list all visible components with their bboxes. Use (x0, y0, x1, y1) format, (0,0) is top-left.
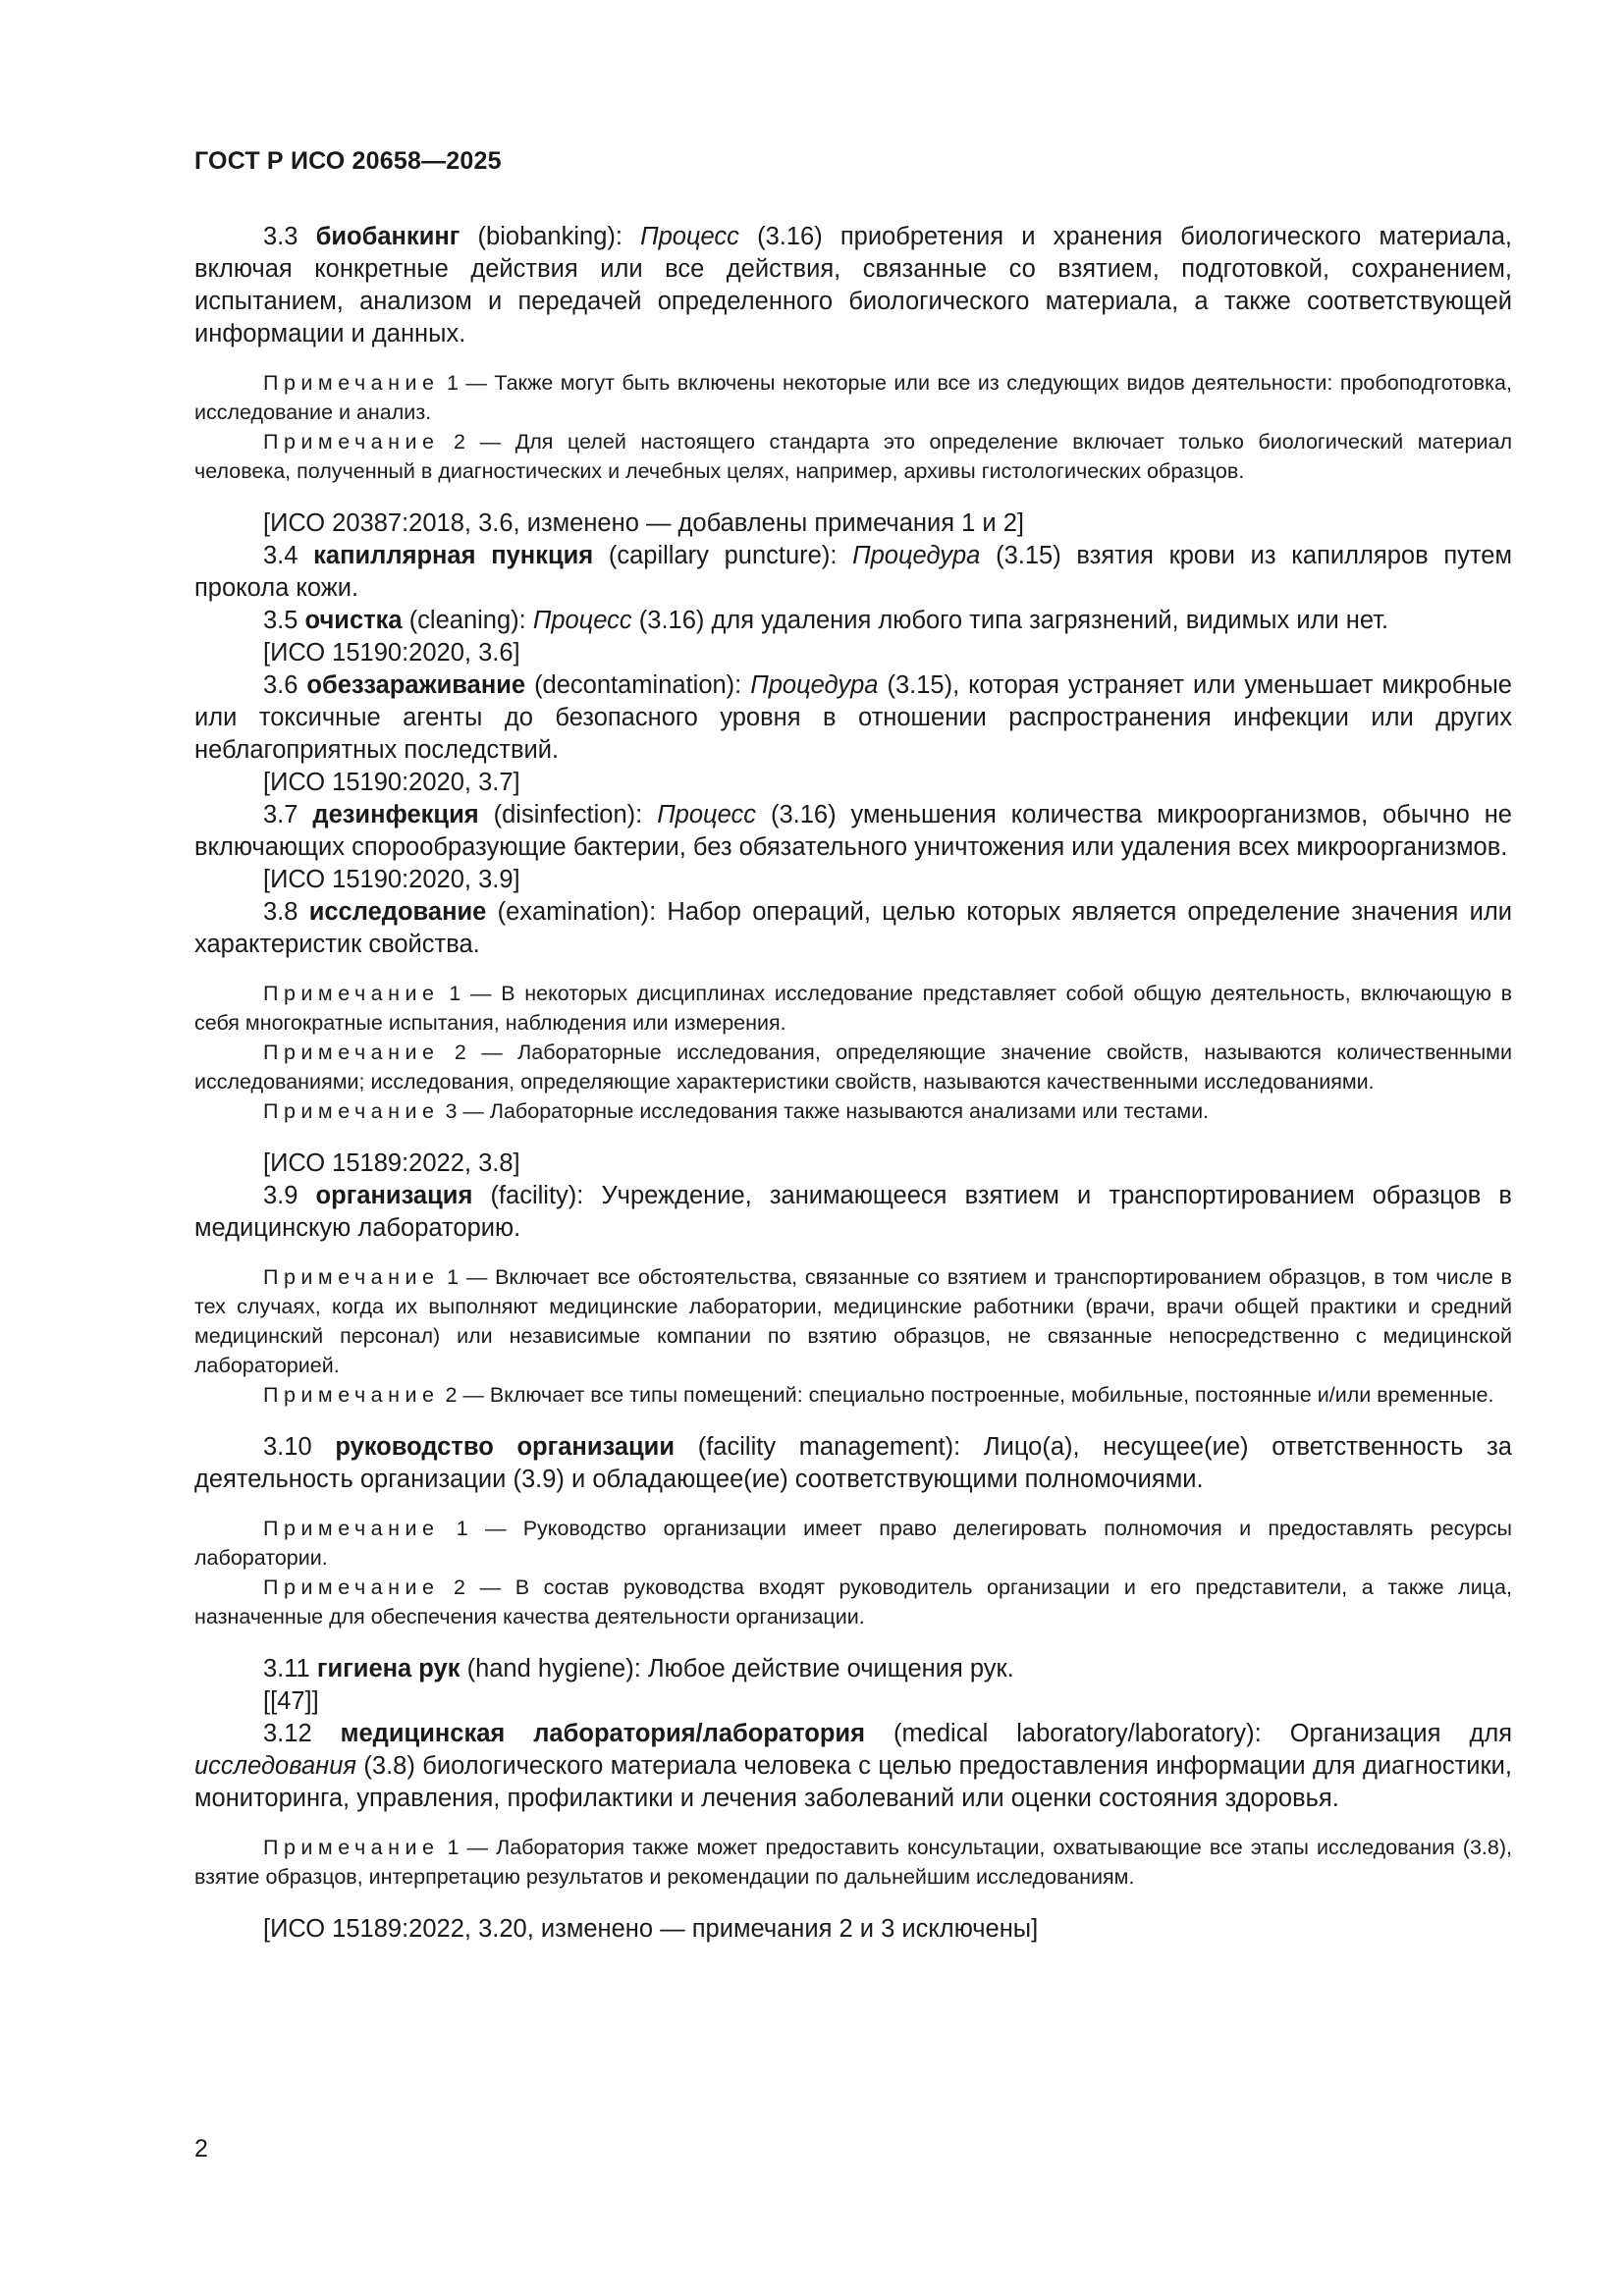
term-title: биобанкинг (315, 223, 460, 250)
term-title: дезинфекция (312, 801, 479, 828)
source-reference: [ИСО 15190:2020, 3.7] (263, 769, 520, 796)
term-3-9: 3.9 организация (facility): Учреждение, занимающееся взятием и транспортированием образцов в медицинскую лабораторию. (194, 1182, 1512, 1242)
term-title: руководство организации (335, 1433, 676, 1461)
page-content (194, 221, 1512, 1946)
note: Примечание 3 — Лабораторные исследования также называются анализами или тестами. (263, 1099, 1210, 1123)
note: Примечание 2 — Включает все типы помещений: специально построенные, мобильные, постоянные и/или временные. (263, 1383, 1494, 1407)
term-3-8: 3.8 исследование (examination): Набор операций, целью которых является определение значения или характеристик свойства. (194, 898, 1512, 958)
note: Примечание 1 — Также могут быть включены некоторые или все из следующих видов деятельности: пробоподготовка, исследование и анализ. (194, 371, 1512, 424)
term-title: организация (315, 1182, 473, 1209)
source-reference: [[47]] (263, 1687, 319, 1715)
term-3-11: 3.11 гигиена рук (hand hygiene): Любое действие очищения рук. (263, 1655, 1014, 1682)
document-header: ГОСТ Р ИСО 20658—2025 (194, 147, 502, 175)
note: Примечание 2 — В состав руководства входят руководитель организации и его представители, а также лица, назначенные для обеспечения качества деятельности организации. (194, 1575, 1512, 1629)
source-reference: [ИСО 15190:2020, 3.6] (263, 639, 520, 667)
term-3-3: 3.3 биобанкинг (biobanking): Процесс (3.16) приобретения и хранения биологического материала, включая конкретные действия или все действия, связанные со взятием, подготовкой, сохранением, испытанием, анализом и передачей определенного биологического материала, а также соответствующей информации и данных. (194, 223, 1512, 347)
term-3-6: 3.6 обеззараживание (decontamination): Процедура (3.15), которая устраняет или уменьшает микробные или токсичные агенты до безопасного уровня в отношении распространения инфекции или других неблагоприятных последствий. (194, 671, 1512, 764)
note: Примечание 1 — Руководство организации имеет право делегировать полномочия и предоставлять ресурсы лаборатории. (194, 1517, 1512, 1570)
source-reference: [ИСО 15189:2022, 3.20, изменено — примечания 2 и 3 исключены] (263, 1915, 1039, 1943)
term-3-10: 3.10 руководство организации (facility management): Лицо(а), несущее(ие) ответственность за деятельность организации (3.9) и обладающее(ие) соответствующими полномочиями. (194, 1433, 1512, 1493)
note: Примечание 2 — Для целей настоящего стандарта это определение включает только биологический материал человека, полученный в диагностических и лечебных целях, например, архивы гистологических образцов. (194, 430, 1512, 483)
term-3-7: 3.7 дезинфекция (disinfection): Процесс (3.16) уменьшения количества микроорганизмов, обычно не включающих спорообразующие бактерии, без обязательного уничтожения или удаления всех микроорганизмов. (194, 801, 1512, 861)
term-title: гигиена рук (316, 1655, 460, 1682)
note: Примечание 1 — Лаборатория также может предоставить консультации, охватывающие все этапы исследования (3.8), взятие образцов, интерпретацию результатов и рекомендации по дальнейшим исследованиям. (194, 1836, 1512, 1889)
term-title: медицинская лаборатория/лаборатория (340, 1720, 865, 1747)
note: Примечание 2 — Лабораторные исследования, определяющие значение свойств, называются количественными исследованиями; исследования, определяющие характеристики свойств, называются качественными исследованиями. (194, 1041, 1512, 1094)
term-3-5: 3.5 очистка (cleaning): Процесс (3.16) для удаления любого типа загрязнений, видимых или нет. (263, 607, 1389, 634)
term-title: капиллярная пункция (313, 542, 594, 569)
note: Примечание 1 — Включает все обстоятельства, связанные со взятием и транспортированием образцов, в том числе в тех случаях, когда их выполняют медицинские лаборатории, медицинские работники (врачи, врачи общей практики и средний медицинский персонал) или независимые компании по взятию образцов, не связанные непосредственно с медицинской лабораторией. (194, 1265, 1512, 1377)
source-reference: [ИСО 15190:2020, 3.9] (263, 866, 520, 893)
term-3-12: 3.12 медицинская лаборатория/лаборатория (medical laboratory/laboratory): Организация для исследования (3.8) биологического материала человека с целью предоставления информации для диагностики, мониторинга, управления, профилактики и лечения заболеваний или оценки состояния здоровья. (194, 1720, 1513, 1812)
source-reference: [ИСО 15189:2022, 3.8] (263, 1149, 520, 1177)
term-title: исследование (308, 898, 487, 926)
page-number: 2 (194, 2135, 208, 2163)
term-title: очистка (304, 607, 403, 634)
term-title: обеззараживание (306, 671, 526, 699)
term-3-4: 3.4 капиллярная пункция (capillary puncture): Процедура (3.15) взятия крови из капилляров путем прокола кожи. (194, 542, 1513, 602)
source-reference: [ИСО 20387:2018, 3.6, изменено — добавлены примечания 1 и 2] (263, 509, 1024, 537)
note: Примечание 1 — В некоторых дисциплинах исследование представляет собой общую деятельность, включающую в себя многократные испытания, наблюдения или измерения. (194, 982, 1513, 1035)
